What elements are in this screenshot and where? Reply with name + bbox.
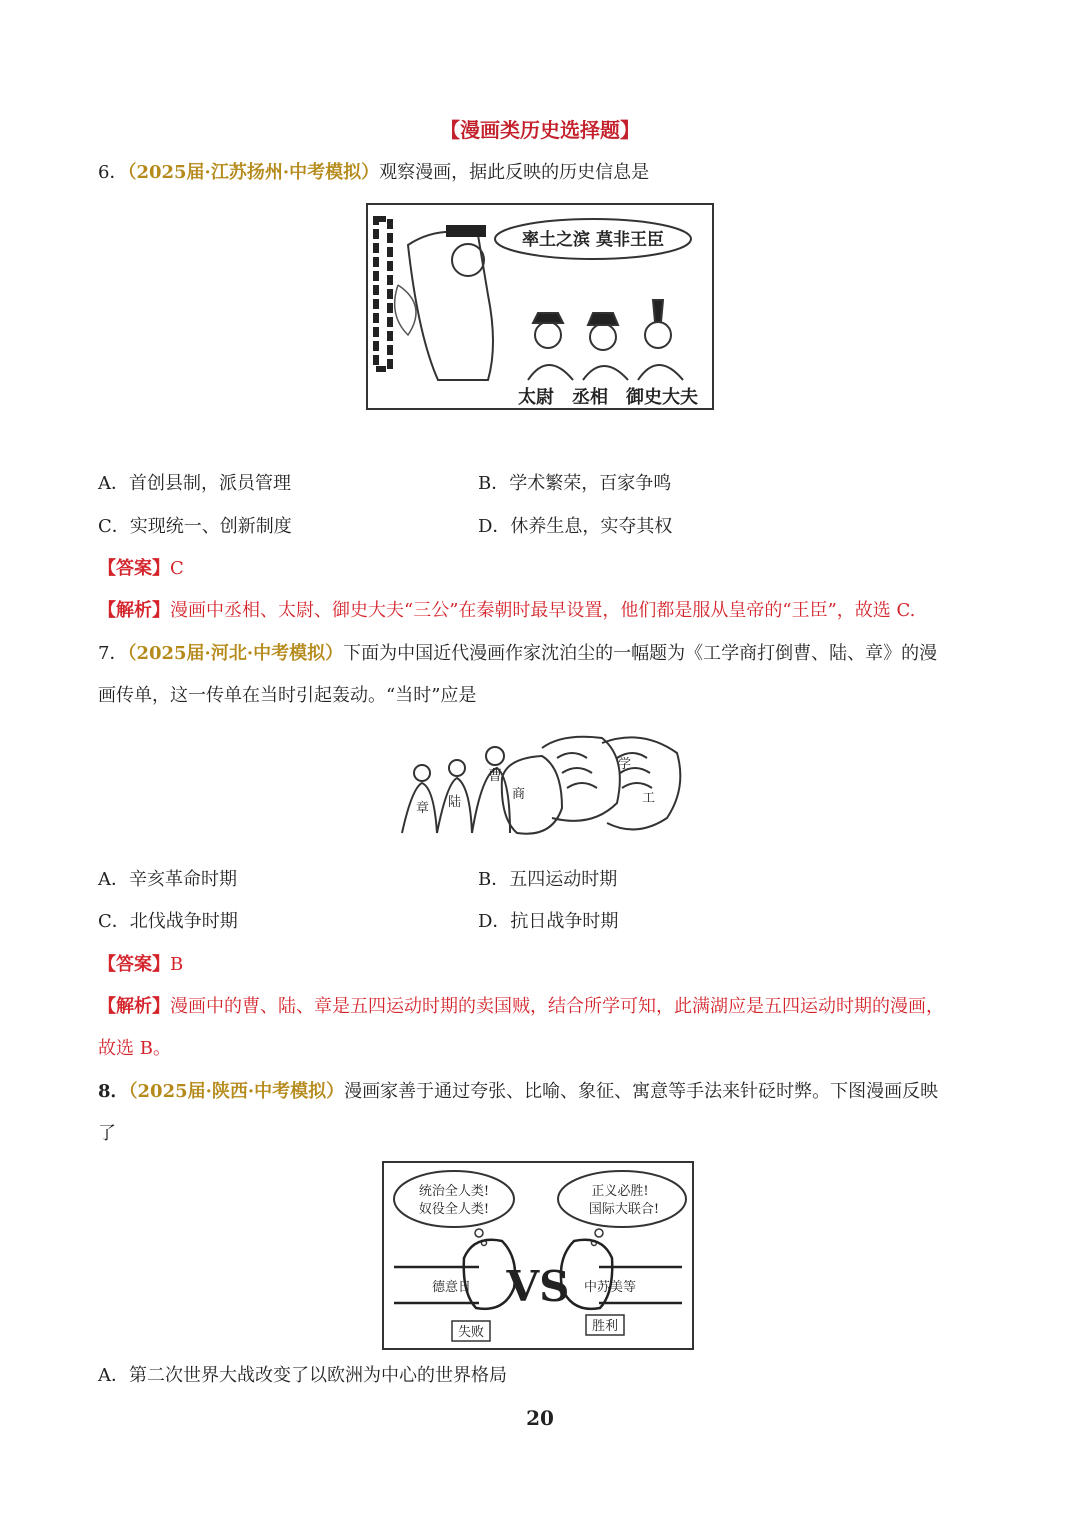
question-8-stem (98, 1071, 938, 1113)
analysis-line-2: 故选 B。 (98, 1038, 171, 1059)
label-gong: 工 (642, 791, 656, 806)
left-result: 失败 (457, 1325, 485, 1340)
cartoon-vs (382, 1161, 694, 1350)
option-c: C．实现统一、创新制度 (98, 516, 292, 537)
question-text: 漫画家善于通过夸张、比喻、象征、寓意等手法来针砭时弊。下图漫画反映 (344, 1081, 939, 1102)
answer-value: B (170, 954, 184, 975)
analysis-line (98, 590, 915, 632)
question-number: 6． (98, 162, 128, 183)
option-c: C．北伐战争时期 (98, 911, 238, 932)
question-text: 观察漫画，据此反映的历史信息是 (379, 162, 650, 183)
page-number: 20 (526, 1406, 554, 1430)
cartoon-caption: 太尉 丞相 御史大夫 (518, 387, 698, 408)
option-a: A．首创县制，派员管理 (98, 473, 291, 494)
question-text: 下面为中国近代漫画作家沈泊尘的一幅题为《工学商打倒曹、陆、章》的漫 (343, 643, 938, 664)
cartoon-emperor-ministers (366, 203, 714, 410)
question-6-stem (98, 152, 649, 194)
answer-label: 【答案】 (98, 954, 170, 975)
question-source: （2025届·江苏扬州·中考模拟） (127, 162, 380, 183)
right-arm-label: 中苏美等 (584, 1280, 637, 1295)
question-number: 7． (98, 643, 128, 664)
option-a: A．辛亥革命时期 (98, 869, 237, 890)
label-shang: 商 (512, 787, 526, 802)
analysis-line (98, 986, 944, 1028)
question-source: （2025届·陕西·中考模拟） (128, 1081, 345, 1102)
option-b: B．学术繁荣，百家争鸣 (478, 473, 672, 494)
question-7-stem (98, 633, 937, 675)
label-xue: 学 (618, 757, 632, 772)
cartoon-fists (392, 728, 688, 844)
right-bubble-line2: 国际大联合! (588, 1202, 660, 1217)
left-bubble-line1: 统治全人类! (418, 1184, 490, 1199)
analysis-text: 漫画中丞相、太尉、御史大夫“三公”在秦朝时最早设置，他们都是服从皇帝的“王臣”，故选 C. (170, 600, 916, 621)
answer-value: C (170, 558, 184, 579)
option-a: A．第二次世界大战改变了以欧洲为中心的世界格局 (98, 1365, 507, 1386)
left-arm-label: 德意日 (432, 1280, 472, 1295)
answer-line (98, 548, 184, 590)
cartoon-drawing (392, 728, 688, 844)
question-7-stem-line2: 画传单，这一传单在当时引起轰动。“当时”应是 (98, 685, 477, 706)
right-bubble-line1: 正义必胜! (591, 1184, 649, 1199)
right-result: 胜利 (591, 1319, 619, 1334)
section-title: 【漫画类历史选择题】 (440, 118, 640, 142)
analysis-label: 【解析】 (98, 600, 170, 621)
cartoon-drawing (368, 205, 712, 408)
left-bubble-line2: 奴役全人类! (418, 1202, 490, 1217)
analysis-label: 【解析】 (98, 996, 170, 1017)
answer-label: 【答案】 (98, 558, 170, 579)
answer-line (98, 944, 183, 986)
option-d: D．抗日战争时期 (478, 911, 619, 932)
question-number: 8． (98, 1081, 129, 1102)
question-source: （2025届·河北·中考模拟） (127, 643, 344, 664)
label-zhang: 章 (416, 801, 430, 816)
option-d: D．休养生息，实夺其权 (478, 516, 673, 537)
option-b: B．五四运动时期 (478, 869, 618, 890)
speech-bubble-text: 率土之滨 莫非王臣 (522, 230, 664, 250)
cartoon-drawing (384, 1163, 692, 1348)
question-8-stem-line2: 了 (98, 1123, 116, 1144)
label-cao: 曹 (488, 768, 502, 784)
analysis-text: 漫画中的曹、陆、章是五四运动时期的卖国贼，结合所学可知，此满湖应是五四运动时期的漫画， (170, 996, 944, 1017)
label-lu: 陆 (448, 795, 462, 810)
vs-text: VS (506, 1262, 570, 1311)
